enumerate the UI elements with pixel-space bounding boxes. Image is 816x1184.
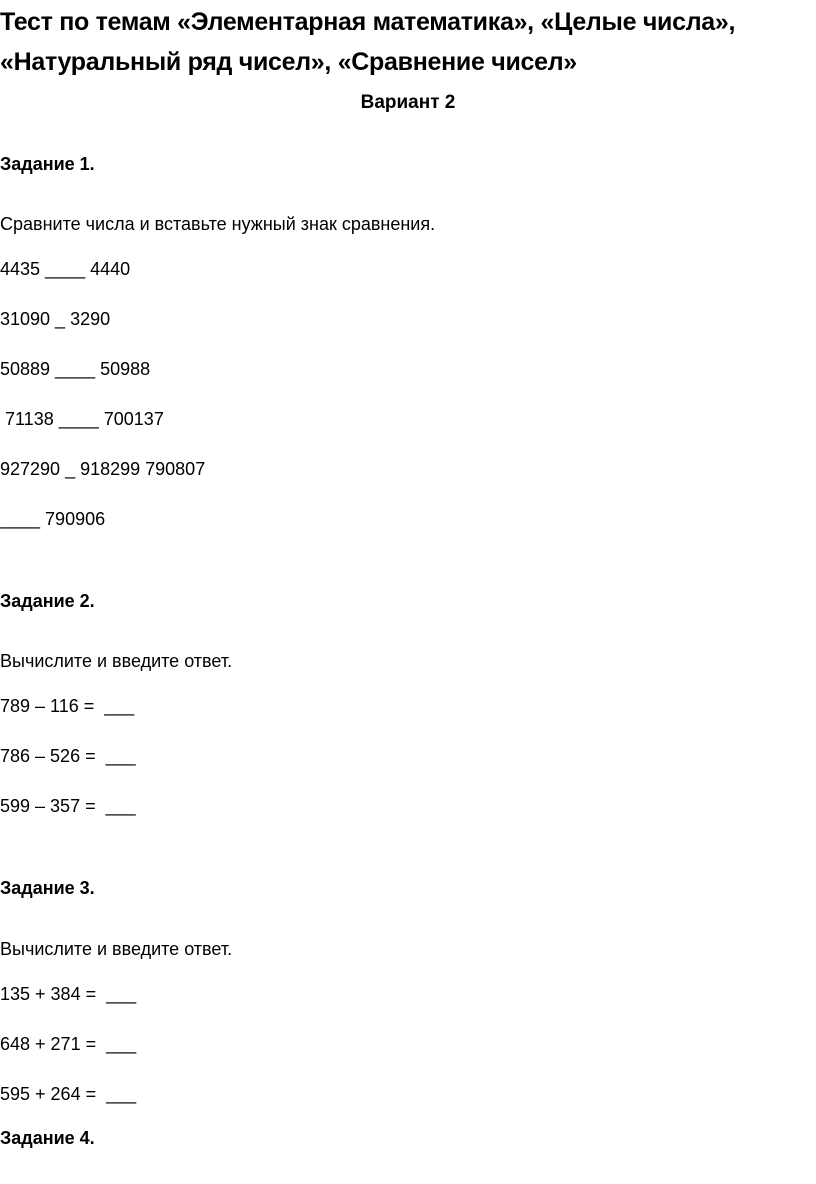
task-1-row-4: 71138 ____ 700137 (0, 409, 164, 429)
page-title-line-2: «Натуральный ряд чисел», «Сравнение чисел» (0, 48, 577, 76)
task-3-row-2: 648 + 271 = ___ (0, 1034, 137, 1054)
page-title-line-1: Тест по темам «Элементарная математика», «Целые числа», (0, 8, 736, 36)
task-1-row-1: 4435 ____ 4440 (0, 259, 131, 279)
task-2-heading: Задание 2. (0, 591, 95, 611)
variant-label: Вариант 2 (360, 92, 456, 113)
task-4-heading: Задание 4. (0, 1128, 95, 1148)
task-2-instruction: Вычислите и введите ответ. (0, 651, 233, 671)
task-1-row-5: 927290 _ 918299 790807 (0, 459, 206, 479)
task-2-row-3: 599 – 357 = ___ (0, 796, 136, 816)
task-3-instruction: Вычислите и введите ответ. (0, 939, 233, 959)
task-3-heading: Задание 3. (0, 878, 95, 898)
task-3-row-1: 135 + 384 = ___ (0, 984, 137, 1004)
task-2-row-1: 789 – 116 = ___ (0, 696, 135, 716)
page-title (0, 2, 816, 82)
task-2-row-2: 786 – 526 = ___ (0, 746, 136, 766)
task-3-row-3: 595 + 264 = ___ (0, 1084, 137, 1104)
task-1-row-2: 31090 _ 3290 (0, 309, 111, 329)
task-1-instruction: Сравните числа и вставьте нужный знак сравнения. (0, 214, 436, 234)
task-1-row-6: ____ 790906 (0, 509, 106, 529)
task-1-heading: Задание 1. (0, 154, 95, 174)
task-1-row-3: 50889 ____ 50988 (0, 359, 151, 379)
document-page (0, 2, 816, 1184)
